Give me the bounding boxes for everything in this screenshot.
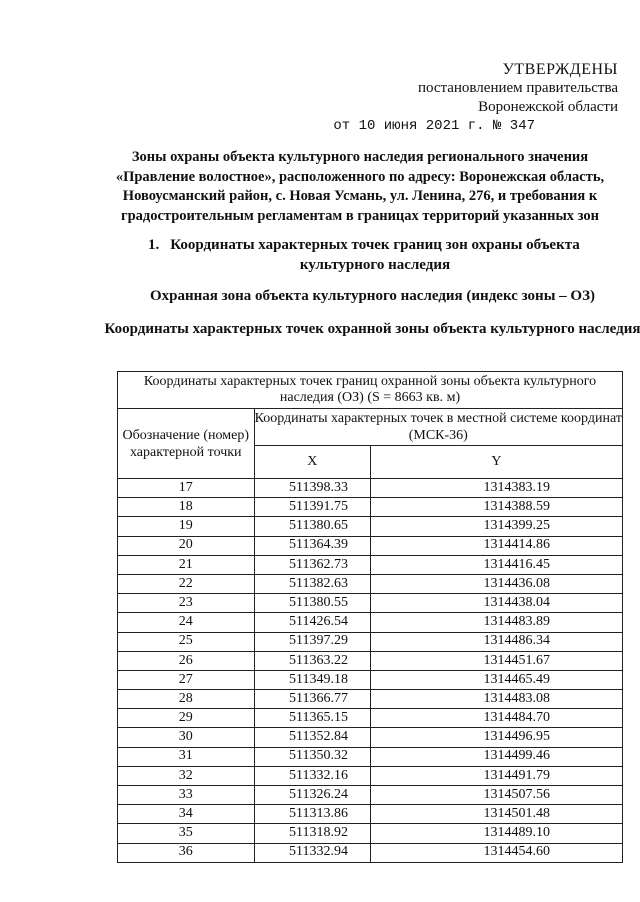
x-coordinate-cell: 511326.24 xyxy=(254,786,370,805)
y-coordinate-cell: 1314507.56 xyxy=(370,786,622,805)
coordinates-table xyxy=(117,371,623,863)
table-row xyxy=(118,536,623,555)
column-header-y: Y xyxy=(370,446,622,479)
y-coordinate-cell: 1314436.08 xyxy=(370,574,622,593)
table-row xyxy=(118,670,623,689)
x-coordinate-cell: 511313.86 xyxy=(254,805,370,824)
table-row xyxy=(118,747,623,766)
x-coordinate-cell: 511349.18 xyxy=(254,670,370,689)
x-coordinate-cell: 511391.75 xyxy=(254,498,370,517)
table-row xyxy=(118,594,623,613)
approval-date: от 10 июня 2021 г. № 347 xyxy=(333,118,535,134)
zone-heading: Охранная зона объекта культурного наследия (индекс зоны – ОЗ) xyxy=(150,288,595,304)
table-row xyxy=(118,824,623,843)
table-row xyxy=(118,498,623,517)
x-coordinate-cell: 511398.33 xyxy=(254,479,370,498)
point-number-cell: 21 xyxy=(118,555,255,574)
x-coordinate-cell: 511363.22 xyxy=(254,651,370,670)
point-number-cell: 29 xyxy=(118,709,255,728)
point-number-cell: 18 xyxy=(118,498,255,517)
approval-block xyxy=(333,60,618,134)
table-caption: Координаты характерных точек границ охранной зоны объекта культурного наследия (ОЗ) (S = 8663 кв. м) xyxy=(118,372,623,409)
point-number-cell: 36 xyxy=(118,843,255,862)
y-coordinate-cell: 1314438.04 xyxy=(370,594,622,613)
section-title: Координаты характерных точек границ зон охраны объекта культурного наследия xyxy=(170,237,580,273)
x-coordinate-cell: 511332.16 xyxy=(254,766,370,785)
y-coordinate-cell: 1314451.67 xyxy=(370,651,622,670)
table-row xyxy=(118,805,623,824)
y-coordinate-cell: 1314416.45 xyxy=(370,555,622,574)
y-coordinate-cell: 1314501.48 xyxy=(370,805,622,824)
table-row xyxy=(118,479,623,498)
table-row xyxy=(118,613,623,632)
y-coordinate-cell: 1314496.95 xyxy=(370,728,622,747)
point-number-cell: 25 xyxy=(118,632,255,651)
y-coordinate-cell: 1314388.59 xyxy=(370,498,622,517)
coords-heading: Координаты характерных точек охранной зоны объекта культурного наследия xyxy=(104,321,640,337)
x-coordinate-cell: 511364.39 xyxy=(254,536,370,555)
x-coordinate-cell: 511366.77 xyxy=(254,690,370,709)
approval-authority: постановлением правительства xyxy=(417,80,618,96)
y-coordinate-cell: 1314491.79 xyxy=(370,766,622,785)
point-number-cell: 27 xyxy=(118,670,255,689)
x-coordinate-cell: 511332.94 xyxy=(254,843,370,862)
point-number-cell: 24 xyxy=(118,613,255,632)
y-coordinate-cell: 1314414.86 xyxy=(370,536,622,555)
x-coordinate-cell: 511397.29 xyxy=(254,632,370,651)
y-coordinate-cell: 1314483.89 xyxy=(370,613,622,632)
y-coordinate-cell: 1314484.70 xyxy=(370,709,622,728)
table-row xyxy=(118,786,623,805)
point-number-cell: 32 xyxy=(118,766,255,785)
point-number-cell: 17 xyxy=(118,479,255,498)
point-number-cell: 28 xyxy=(118,690,255,709)
x-coordinate-cell: 511382.63 xyxy=(254,574,370,593)
y-coordinate-cell: 1314499.46 xyxy=(370,747,622,766)
x-coordinate-cell: 511426.54 xyxy=(254,613,370,632)
table-row xyxy=(118,766,623,785)
table-row xyxy=(118,574,623,593)
document-title: Зоны охраны объекта культурного наследия регионального значения «Правление волостное», расположенного по адресу: Воронежская область, Новоусманский район, с. Новая Усмань, ул. Ленина, 276, и требования к градостроительным регламентам в границах территорий указанных зон xyxy=(115,149,605,224)
point-number-cell: 35 xyxy=(118,824,255,843)
column-header-point: Обозначение (номер) характерной точки xyxy=(118,409,255,479)
table-row xyxy=(118,555,623,574)
point-number-cell: 23 xyxy=(118,594,255,613)
point-number-cell: 19 xyxy=(118,517,255,536)
table-row xyxy=(118,728,623,747)
table-row xyxy=(118,843,623,862)
approval-heading: УТВЕРЖДЕНЫ xyxy=(502,61,618,78)
table-row xyxy=(118,517,623,536)
x-coordinate-cell: 511352.84 xyxy=(254,728,370,747)
y-coordinate-cell: 1314465.49 xyxy=(370,670,622,689)
y-coordinate-cell: 1314383.19 xyxy=(370,479,622,498)
point-number-cell: 30 xyxy=(118,728,255,747)
y-coordinate-cell: 1314483.08 xyxy=(370,690,622,709)
approval-region: Воронежской области xyxy=(478,99,618,115)
section-1-heading xyxy=(130,236,620,275)
section-number: 1. xyxy=(148,237,160,253)
x-coordinate-cell: 511362.73 xyxy=(254,555,370,574)
table-row xyxy=(118,690,623,709)
y-coordinate-cell: 1314454.60 xyxy=(370,843,622,862)
x-coordinate-cell: 511350.32 xyxy=(254,747,370,766)
table-row xyxy=(118,632,623,651)
point-number-cell: 20 xyxy=(118,536,255,555)
table-row xyxy=(118,709,623,728)
x-coordinate-cell: 511318.92 xyxy=(254,824,370,843)
column-header-x: X xyxy=(254,446,370,479)
point-number-cell: 26 xyxy=(118,651,255,670)
table-row xyxy=(118,651,623,670)
y-coordinate-cell: 1314399.25 xyxy=(370,517,622,536)
y-coordinate-cell: 1314486.34 xyxy=(370,632,622,651)
x-coordinate-cell: 511380.65 xyxy=(254,517,370,536)
y-coordinate-cell: 1314489.10 xyxy=(370,824,622,843)
x-coordinate-cell: 511380.55 xyxy=(254,594,370,613)
point-number-cell: 34 xyxy=(118,805,255,824)
point-number-cell: 22 xyxy=(118,574,255,593)
point-number-cell: 33 xyxy=(118,786,255,805)
column-header-system: Координаты характерных точек в местной системе координат (МСК-36) xyxy=(254,409,622,446)
point-number-cell: 31 xyxy=(118,747,255,766)
x-coordinate-cell: 511365.15 xyxy=(254,709,370,728)
